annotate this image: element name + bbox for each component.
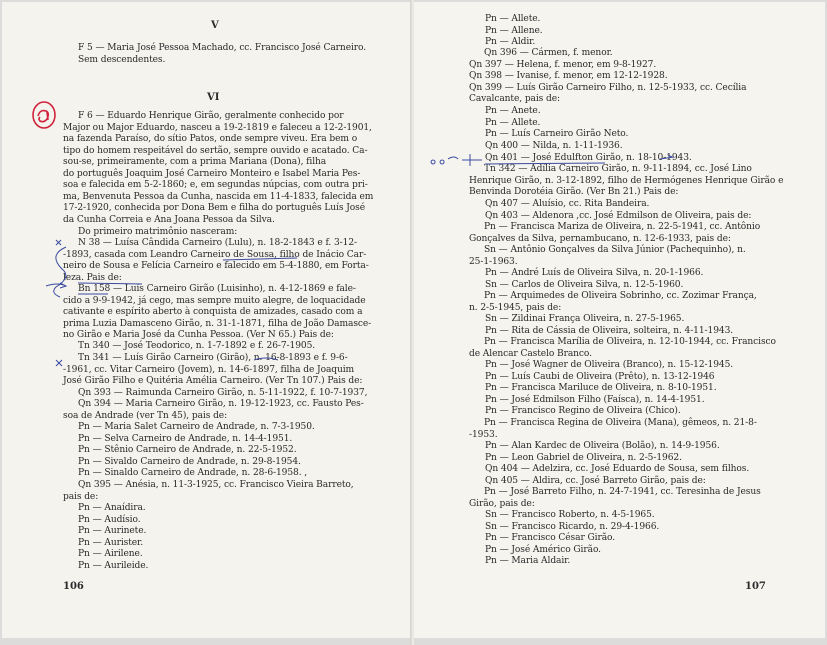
text-line: Qn 394 — Maria Carneiro Girão, n. 19-12-1923, cc. Fausto Pes-	[78, 399, 364, 409]
text-line: Sn — Francisco Roberto, n. 4-5-1965.	[485, 510, 655, 520]
text-line: Pn — Sinaldo Carneiro de Andrade, n. 28-6-1958. ,	[78, 468, 308, 478]
entry-qn394	[63, 399, 364, 422]
text-line: Pn — Francisco Regino de Oliveira (Chico).	[485, 406, 681, 416]
text-line: Pn — José Américo Girão.	[485, 544, 601, 555]
text-line: Pn — Aurileide.	[78, 560, 149, 571]
entry-arquimedes	[469, 291, 757, 314]
text-line: Pn — Luís Caubi de Oliveira (Prêto), n. 13-12-1946	[485, 371, 715, 382]
entry-qn407: Qn 407 — Aluísio, cc. Rita Bandeira.	[485, 199, 650, 209]
text-line: -1893, casada com Leandro Carneiro de Sousa, filho de Inácio Car-	[63, 249, 367, 260]
text-line: tipo do homem respeitável do sertão, sempre ouvido e acatado. Ca-	[63, 145, 368, 156]
text-line: pais de:	[63, 491, 99, 502]
first-marriage-line: Do primeiro matrimônio nasceram:	[78, 227, 238, 237]
text-line: Pn — Stênio Carneiro de Andrade, n. 22-5-1952.	[78, 445, 297, 455]
text-line: Tn 341 — Luís Girão Carneiro (Girão), n. 16-8-1893 e f. 9-6-	[78, 353, 348, 363]
text-line: cativante e espírito aberto à conquista de amizades, casado com a	[63, 307, 363, 317]
text-line: Qn 395 — Anésia, n. 11-3-1925, cc. Francisco Vieira Barreto,	[78, 480, 354, 490]
entry-jose-barreto	[469, 487, 761, 510]
text-line: sou-se, primeiramente, com a prima Mariana (Dona), filha	[63, 157, 327, 167]
text-line: Pn — Rita de Cássia de Oliveira, solteira, n. 4-11-1943.	[485, 325, 734, 336]
text-line: F 5 — Maria José Pessoa Machado, cc. Francisco José Carneiro.	[78, 43, 367, 53]
entry-qn401: Qn 401 — José Edulfton Girão, n. 18-10-1943.	[485, 153, 692, 163]
text-line: leza. Pais de:	[63, 272, 122, 283]
pn-list-girao	[485, 533, 615, 568]
entry-marilia	[469, 337, 776, 360]
text-line: Pn — José Barreto Filho, n. 24-7-1941, cc. Teresinha de Jesus	[484, 487, 761, 497]
entry-mana	[469, 418, 757, 441]
text-line: Sn — Francisco Ricardo, n. 29-4-1966.	[485, 521, 660, 532]
text-line: José Girão Filho e Quitéria Amélia Carneiro. (Ver Tn 107.) Pais de:	[63, 376, 363, 386]
text-line: no Girão e Maria José da Cunha Pessoa. (Ver N 65.) Pais de:	[63, 330, 334, 340]
text-line: do português Joaquim José Carneiro Monteiro e Isabel Maria Pes-	[63, 168, 361, 179]
text-line: Pn — Allene.	[485, 25, 543, 36]
text-line: Pn — Luís Carneiro Girão Neto.	[485, 129, 629, 139]
entry-zildinai-rita	[485, 314, 733, 337]
entry-bn158	[63, 284, 371, 342]
text-line: soa e falecida em 5-2-1860; e, em segundas núpcias, com outra pri-	[63, 180, 368, 190]
section-heading-vi: VI	[207, 92, 220, 103]
entry-qn404: Qn 404 — Adelzira, cc. José Eduardo de Sousa, sem filhos.	[485, 464, 750, 474]
text-line: n. 2-5-1945, pais de:	[469, 302, 562, 313]
entry-qn403: Qn 403 — Aldenora ,cc. José Edmilson de Oliveira, pais de:	[485, 211, 752, 221]
text-line: da Cunha Correia e Ana Joana Pessoa da Silva.	[63, 214, 275, 225]
text-line: Benvinda Dorotéia Girão. (Ver Bn 21.) Pais de:	[469, 187, 679, 197]
pn-list-oliveira	[485, 360, 733, 418]
entry-tn340: Tn 340 — José Teodorico, n. 1-7-1892 e f. 26-7-1905.	[78, 341, 316, 351]
text-line: Pn — Anaídira.	[78, 503, 146, 513]
entry-f5	[78, 43, 366, 66]
text-line: Pn — Selva Carneiro de Andrade, n. 14-4-1951.	[78, 433, 293, 444]
text-line: Cavalcante, pais de:	[469, 94, 561, 104]
text-line: neiro de Sousa e Felícia Carneiro e falecido em 5-4-1880, em Forta-	[63, 261, 369, 271]
text-line: -1953.	[469, 429, 498, 440]
entry-n38	[63, 238, 369, 284]
text-line: Pn — Airilene.	[78, 549, 143, 559]
entry-qn405: Qn 405 — Aldira, cc. José Barreto Girão, pais de:	[485, 476, 706, 486]
text-line: Sn — Antônio Gonçalves da Silva Júnior (Pachequinho), n.	[484, 245, 746, 255]
section-heading-v: V	[211, 20, 219, 31]
text-line: Pn — Leon Gabriel de Oliveira, n. 2-5-1962.	[485, 452, 682, 463]
entry-francisca-mariza	[469, 222, 760, 245]
text-line: Bn 158 — Luís Carneiro Girão (Luisinho), n. 4-12-1869 e fale-	[78, 284, 356, 294]
text-line: F 6 — Eduardo Henrique Girão, geralmente conhecido por	[78, 111, 344, 121]
entry-pachequinho	[469, 245, 746, 268]
text-line: Pn — José Edmilson Filho (Faísca), n. 14-4-1951.	[485, 394, 705, 405]
text-line: Qn 398 — Ivanise, f. menor, em 12-12-1928.	[469, 71, 668, 81]
pn-list-top	[485, 14, 543, 49]
text-line: Pn — Aldir.	[485, 37, 536, 47]
entry-tn342	[469, 164, 783, 199]
entry-qn400: Qn 400 — Nilda, n. 1-11-1936.	[485, 141, 623, 151]
pn-list-cavalcante	[485, 106, 628, 141]
sn-list-francisco	[485, 510, 659, 533]
text-line: -1961, cc. Vitar Carneiro (Jovem), n. 14-6-1897, filha de Joaquim	[63, 364, 355, 375]
text-line: Pn — Maria Salet Carneiro de Andrade, n. 7-3-1950.	[78, 422, 315, 432]
qn-block	[469, 48, 746, 106]
text-line: 17-2-1920, conhecida por Dona Bem e filha do português Luís José	[63, 203, 365, 213]
text-line: Tn 342 — Adília Carneiro Girão, n. 9-11-1894, cc. José Lino	[484, 164, 752, 174]
entry-qn395	[63, 480, 354, 503]
text-line: Pn — Sivaldo Carneiro de Andrade, n. 29-8-1954.	[78, 456, 301, 467]
text-line: Pn — Allete.	[485, 117, 541, 128]
text-line: Pn — José Wagner de Oliveira (Branco), n. 15-12-1945.	[485, 360, 734, 370]
text-line: soa de Andrade (ver Tn 45), pais de:	[63, 410, 228, 421]
pn-list-andrade	[78, 422, 315, 480]
text-line: Sem descendentes.	[78, 54, 166, 65]
text-line: prima Luzia Damasceno Girão, n. 31-1-1871, filha de João Damasce-	[63, 318, 372, 329]
entry-f6	[63, 111, 373, 226]
text-line: Pn — Francisca Regina de Oliveira (Mana), gêmeos, n. 21-8-	[484, 418, 757, 428]
page-number-left: 106	[63, 581, 84, 592]
text-line: Major ou Major Eduardo, nasceu a 19-2-1819 e faleceu a 12-2-1901,	[63, 122, 372, 133]
text-line: Pn — Francisco César Girão.	[485, 533, 616, 543]
text-line: 25-1-1963.	[469, 256, 518, 267]
text-line: Gonçalves da Silva, pernambucano, n. 12-6-1933, pais de:	[469, 233, 731, 244]
text-line: Pn — Allete.	[485, 14, 541, 24]
text-line: Pn — Aurinete.	[78, 526, 147, 536]
text-line: Henrique Girão, n. 3-12-1892, filho de Hermógenes Henrique Girão e	[469, 175, 784, 186]
text-line: cido a 9-9-1942, já cego, mas sempre muito alegre, de loquacidade	[63, 295, 366, 306]
text-line: Pn — Anete.	[485, 106, 541, 116]
text-line: Pn — Alan Kardec de Oliveira (Bolão), n. 14-9-1956.	[485, 441, 720, 451]
entry-tn341	[63, 353, 362, 388]
text-line: Girão, pais de:	[469, 498, 535, 509]
text-line: Qn 396 — Cármen, f. menor.	[484, 48, 613, 58]
text-line: Pn — Maria Aldair.	[485, 556, 571, 566]
text-line: Pn — Francisca Mariluce de Oliveira, n. 8-10-1951.	[485, 383, 717, 393]
text-line: Pn — Audísio.	[78, 514, 141, 525]
text-line: Pn — Aurister.	[78, 537, 144, 548]
entry-carlos: Sn — Carlos de Oliveira Silva, n. 12-5-1960.	[485, 280, 684, 290]
entry-qn393: Qn 393 — Raimunda Carneiro Girão, n. 5-11-1922, f. 10-7-1937,	[78, 388, 368, 398]
text-line: Qn 399 — Luís Girão Carneiro Filho, n. 12-5-1933, cc. Cecília	[469, 82, 747, 93]
text-line: Pn — Francisca Mariza de Oliveira, n. 22-5-1941, cc. Antônio	[484, 222, 761, 232]
text-line: Pn — Arquimedes de Oliveira Sobrinho, cc. Zozimar França,	[484, 291, 757, 301]
pn-list-barreto	[78, 503, 148, 572]
text-line: ma, Benvenuta Pessoa da Cunha, nascida em 11-4-1833, falecida em	[63, 191, 374, 202]
text-line: N 38 — Luísa Cândida Carneiro (Lulu), n. 18-2-1843 e f. 3-12-	[78, 238, 357, 248]
text-line: Qn 397 — Helena, f. menor, em 9-8-1927.	[469, 59, 657, 70]
text-line: Pn — Francisca Marília de Oliveira, n. 12-10-1944, cc. Francisco	[484, 337, 776, 347]
pn-list-alan-leon	[485, 441, 720, 464]
text-line: Sn — Zildinai França Oliveira, n. 27-5-1965.	[485, 314, 685, 324]
entry-andre: Pn — André Luís de Oliveira Silva, n. 20-1-1966.	[485, 268, 704, 278]
text-line: de Alencar Castelo Branco.	[469, 348, 592, 359]
page-number-right: 107	[745, 581, 766, 592]
text-line: na fazenda Paraíso, do sítio Patos, onde sempre viveu. Era bem o	[63, 134, 358, 144]
